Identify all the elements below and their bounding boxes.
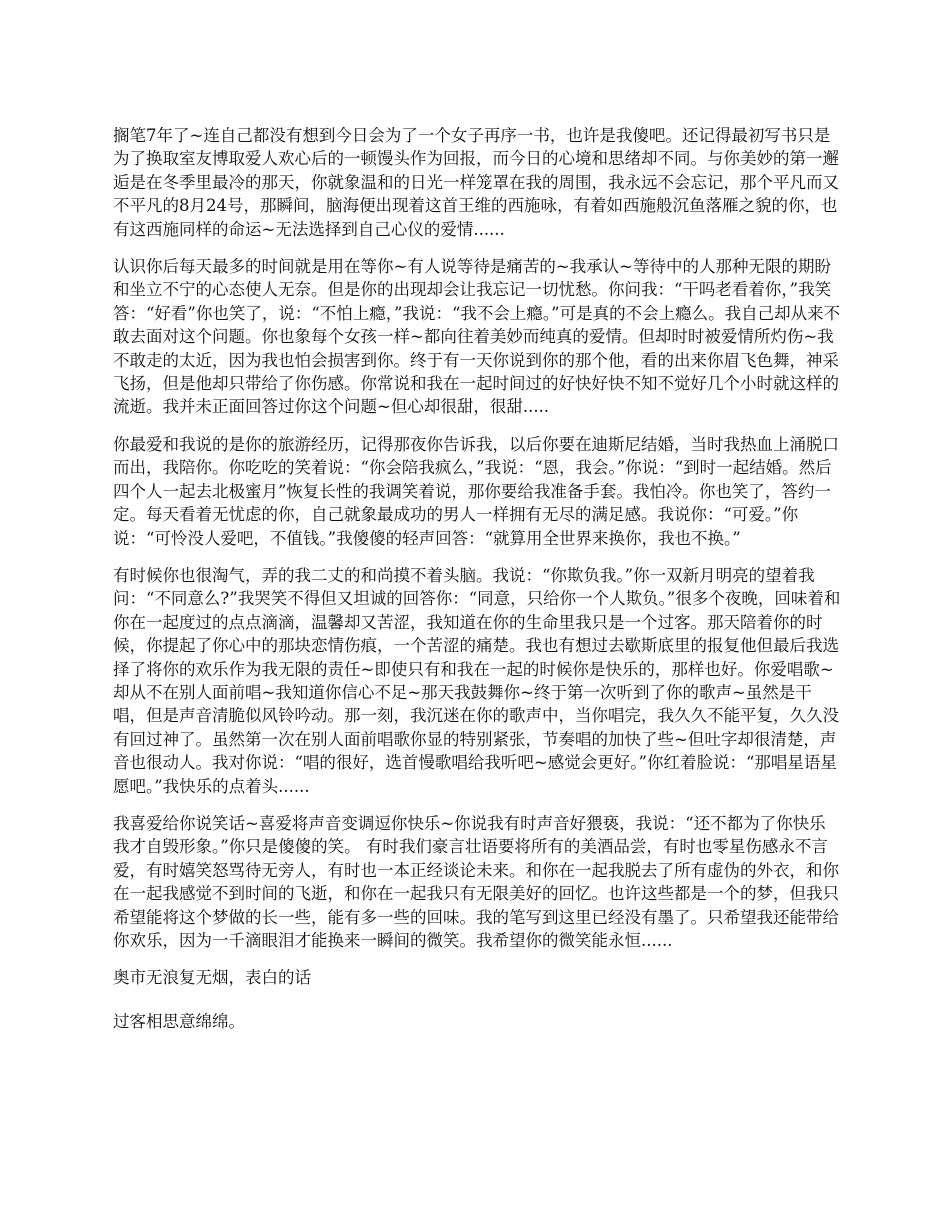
- paragraph-5: 我喜爱给你说笑话~喜爱将声音变调逗你快乐~你说我有时声音好猥亵，我说：“还不都为了你快乐我才自毁形象。”你只是傻傻的笑。 有时我们豪言壮语要将所有的美酒品尝，有时也零星伤感永不言爱，有时嬉笑怒骂待无旁人，有时也一本正经谈论未来。和你在一起我脱去了所有虚伪的外衣，和你在一起我感觉不到时间的飞逝，和你在一起我只有无限美好的回忆。也许这些都是一个的梦，但我只希望能将这个梦做的长一些，能有多一些的回味。我的笔写到这里已经没有墨了。只希望我还能带给你欢乐，因为一千滴眼泪才能换来一瞬间的微笑。我希望你的微笑能永恒......: [113, 813, 839, 950]
- paragraph-4: 有时候你也很淘气，弄的我二丈的和尚摸不着头脑。我说：“你欺负我。”你一双新月明亮的望着我问：“不同意么?”我哭笑不得但又坦诚的回答你：“同意，只给你一个人欺负。”很多个夜晚，回味着和你在一起度过的点点滴滴，温馨却又苦涩，我知道在你的生命里我只是一个过客。那天陪着你的时候，你提起了你心中的那块恋情伤痕，一个苦涩的痛楚。我也有想过去歇斯底里的报复他但最后我选择了将你的欢乐作为我无限的责任~即使只有和我在一起的时候你是快乐的，那样也好。你爱唱歌~却从不在别人面前唱~我知道你信心不足~那天我鼓舞你~终于第一次听到了你的歌声~虽然是干唱，但是声音清脆似风铃吟动。那一刻，我沉迷在你的歌声中，当你唱完，我久久不能平复，久久没有回过神了。虽然第一次在别人面前唱歌你显的特别紧张，节奏唱的加快了些~但吐字却很清楚，声音也很动人。我对你说：“唱的很好，选首慢歌唱给我听吧~感觉会更好。”你红着脸说：“那唱星语星愿吧。”我快乐的点着头......: [113, 565, 841, 796]
- poem-line-1: 奥市无浪复无烟，表白的话: [113, 968, 311, 988]
- paragraph-3: 你最爱和我说的是你的旅游经历，记得那夜你告诉我，以后你要在迪斯尼结婚，当时我热血上涌脱口而出，我陪你。你吃吃的笑着说：“你会陪我疯么，”我说：“恩，我会。”你说：“到时一起结婚。然后四个人一起去北极蜜月”恢复长性的我调笑着说，那你要给我准备手套。我怕冷。你也笑了，答约一定。每天看着无忧虑的你，自己就象最成功的男人一样拥有无尽的满足感。我说你：“可爱。”你说：“可怜没人爱吧，不值钱。”我傻傻的轻声回答：“就算用全世界来换你，我也不换。”: [113, 434, 839, 548]
- document-body: [113, 124, 841, 1053]
- paragraph-1: 搁笔7年了~连自己都没有想到今日会为了一个女子再序一书，也许是我傻吧。还记得最初写书只是为了换取室友博取爱人欢心后的一顿馒头作为回报，而今日的心境和思绪却不同。与你美妙的第一邂逅是在冬季里最冷的那天，你就象温和的日光一样笼罩在我的周围，我永远不会忘记，那个平凡而又不平凡的8月24号，那瞬间，脑海便出现着这首王维的西施咏，有着如西施般沉鱼落雁之貌的你，也有这西施同样的命运~无法选择到自己心仪的爱情......: [113, 126, 839, 239]
- poem-line-2: 过客相思意绵绵。: [113, 1011, 245, 1031]
- paragraph-2: 认识你后每天最多的时间就是用在等你~有人说等待是痛苦的~我承认~等待中的人那种无限的期盼和坐立不宁的心态使人无奈。但是你的出现却会让我忘记一切忧愁。你问我：“干吗老看着你，”我笑答：“好看”你也笑了，说：“不怕上瘾，”我说：“我不会上瘾。”可是真的不会上瘾么。我自己却从来不敢去面对这个问题。你也象每个女孩一样~都向往着美妙而纯真的爱情。但却时时被爱情所灼伤~我不敢走的太近，因为我也怕会损害到你。终于有一天你说到你的那个他，看的出来你眉飞色舞，神采飞扬，但是他却只带给了你伤感。你常说和我在一起时间过的好快好快不知不觉好几个小时就这样的流逝。我并未正面回答过你这个问题~但心却很甜，很甜.....: [113, 257, 841, 417]
